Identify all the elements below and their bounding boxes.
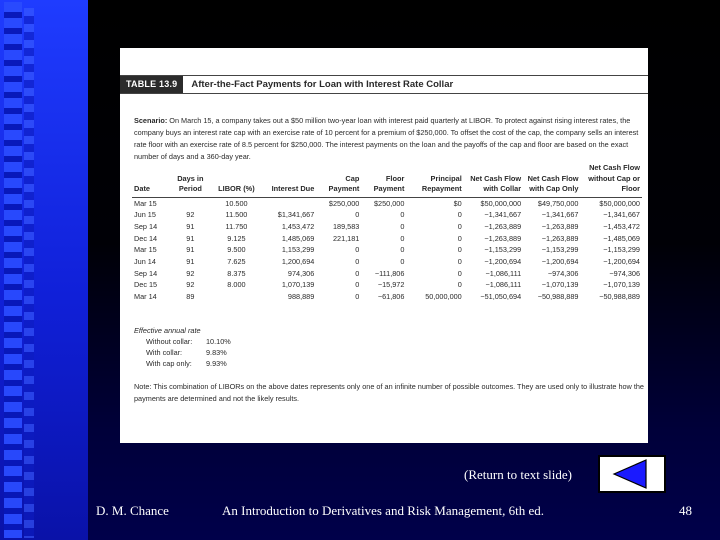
table-cell: 221,181 bbox=[332, 233, 360, 243]
effective-rate-row bbox=[146, 358, 231, 369]
table-cell: Mar 15 bbox=[134, 245, 157, 255]
col-header-date: Date bbox=[132, 163, 171, 197]
table-cell: −1,200,694 bbox=[541, 257, 579, 267]
table-body bbox=[132, 197, 642, 303]
table-cell: 0 bbox=[457, 257, 462, 267]
table-row bbox=[132, 291, 642, 303]
footer-author: D. M. Chance bbox=[96, 503, 169, 518]
return-button[interactable] bbox=[598, 455, 666, 493]
table-row bbox=[132, 209, 642, 221]
table-cell: −1,070,139 bbox=[603, 280, 640, 290]
table-cell: $50,000,000 bbox=[599, 198, 640, 208]
table-cell: 0 bbox=[457, 210, 462, 220]
table-cell: 9.500 bbox=[227, 245, 246, 255]
table-cell: 8.000 bbox=[227, 280, 246, 290]
col-header-collar: Net Cash Flow with Collar bbox=[464, 163, 523, 197]
table-cell: −61,806 bbox=[377, 292, 405, 302]
table-cell: 8.375 bbox=[227, 268, 246, 278]
table-cell: −1,341,667 bbox=[541, 210, 579, 220]
table-cell: $1,341,667 bbox=[277, 210, 315, 220]
effective-rate-value: 10.10% bbox=[206, 337, 231, 346]
table-cell: Jun 14 bbox=[134, 257, 156, 267]
table-cell: 0 bbox=[400, 210, 405, 220]
effective-rate-row bbox=[146, 347, 231, 358]
table-cell: 1,153,299 bbox=[281, 245, 315, 255]
effective-rates bbox=[134, 325, 231, 369]
table-row bbox=[132, 244, 642, 256]
table-row bbox=[132, 233, 642, 245]
table-cell: −1,070,139 bbox=[541, 280, 579, 290]
scenario-text bbox=[134, 115, 644, 163]
table-cell: 0 bbox=[355, 292, 360, 302]
table-cell: 1,485,069 bbox=[281, 233, 315, 243]
left-triangle-icon bbox=[600, 457, 664, 491]
table-cell: −15,972 bbox=[377, 280, 405, 290]
footer-page-number: 48 bbox=[679, 503, 692, 518]
table-cell: 974,306 bbox=[287, 268, 315, 278]
table-cell: −1,086,111 bbox=[485, 280, 522, 290]
table-row bbox=[132, 256, 642, 268]
table-cell: 0 bbox=[400, 245, 405, 255]
col-header-cap-only: Net Cash Flow with Cap Only bbox=[523, 163, 580, 197]
table-cell: −1,485,069 bbox=[603, 233, 640, 243]
table-number: TABLE 13.9 bbox=[120, 76, 183, 93]
table-cell: 91 bbox=[186, 257, 195, 267]
table-cell: −1,341,667 bbox=[603, 210, 640, 220]
table-cell: −974,306 bbox=[547, 268, 579, 278]
col-header-no-cap: Net Cash Flow without Cap or Floor bbox=[580, 163, 642, 197]
effective-rate-label: With cap only: bbox=[146, 359, 192, 368]
table-cell: −1,263,889 bbox=[484, 221, 522, 231]
table-cell: Mar 15 bbox=[134, 198, 157, 208]
col-header-cap: Cap Payment bbox=[316, 163, 361, 197]
table-cell: 189,583 bbox=[332, 221, 360, 231]
effective-rate-row bbox=[146, 336, 231, 347]
table-cell: 0 bbox=[400, 257, 405, 267]
table-image bbox=[120, 48, 648, 443]
table-cell: 0 bbox=[400, 233, 405, 243]
table-cell: $50,000,000 bbox=[480, 198, 522, 208]
table-cell: 92 bbox=[186, 210, 195, 220]
table-cell: 0 bbox=[355, 245, 360, 255]
col-header-floor: Floor Payment bbox=[361, 163, 406, 197]
effective-rate-value: 9.93% bbox=[206, 359, 227, 368]
table-header-row bbox=[132, 163, 642, 197]
table-cell: 92 bbox=[186, 268, 195, 278]
table-cell: 0 bbox=[355, 268, 360, 278]
table-cell: 1,200,694 bbox=[281, 257, 315, 267]
table-cell: 1,070,139 bbox=[281, 280, 315, 290]
table-cell: −1,263,889 bbox=[541, 221, 579, 231]
table-cell: −50,988,889 bbox=[599, 292, 640, 302]
scenario-label: Scenario: bbox=[134, 116, 168, 125]
return-link-text[interactable]: (Return to text slide) bbox=[464, 467, 572, 482]
table-cell: 1,453,472 bbox=[281, 221, 315, 231]
table-row bbox=[132, 279, 642, 291]
payments-table bbox=[132, 163, 642, 303]
table-header-band bbox=[120, 75, 648, 94]
table-cell: Sep 14 bbox=[134, 221, 158, 231]
table-cell: $0 bbox=[453, 198, 462, 208]
col-header-principal: Principal Repayment bbox=[406, 163, 463, 197]
table-cell: −1,453,472 bbox=[603, 221, 640, 231]
table-cell: Mar 14 bbox=[134, 292, 157, 302]
table-cell: 0 bbox=[457, 280, 462, 290]
table-cell: 0 bbox=[355, 257, 360, 267]
table-cell: −1,263,889 bbox=[541, 233, 579, 243]
table-row bbox=[132, 268, 642, 280]
table-cell: 0 bbox=[457, 233, 462, 243]
table-cell: $250,000 bbox=[328, 198, 360, 208]
table-cell bbox=[171, 197, 210, 209]
table-row bbox=[132, 197, 642, 209]
table-title: After-the-Fact Payments for Loan with Interest Rate Collar bbox=[191, 79, 454, 90]
effective-rate-label: Without collar: bbox=[146, 337, 193, 346]
effective-rates-heading: Effective annual rate bbox=[134, 326, 201, 335]
table-cell: 91 bbox=[186, 221, 195, 231]
left-square-pattern-inner bbox=[24, 8, 34, 538]
table-cell: −1,153,299 bbox=[484, 245, 522, 255]
table-cell: Jun 15 bbox=[134, 210, 156, 220]
left-square-pattern bbox=[4, 2, 22, 538]
table-cell: −1,153,299 bbox=[603, 245, 640, 255]
table-cell: 91 bbox=[186, 245, 195, 255]
table-cell: 0 bbox=[400, 221, 405, 231]
col-header-days: Days in Period bbox=[171, 163, 210, 197]
table-cell: $49,750,000 bbox=[537, 198, 579, 208]
table-cell: −1,200,694 bbox=[484, 257, 522, 267]
table-cell: 0 bbox=[457, 221, 462, 231]
effective-rate-label: With collar: bbox=[146, 348, 183, 357]
col-header-interest: Interest Due bbox=[263, 163, 316, 197]
table-cell: −50,988,889 bbox=[537, 292, 579, 302]
table-cell: 50,000,000 bbox=[425, 292, 462, 302]
table-cell: 0 bbox=[355, 280, 360, 290]
table-cell: 92 bbox=[186, 280, 195, 290]
col-header-libor: LIBOR (%) bbox=[210, 163, 263, 197]
table-cell bbox=[210, 291, 263, 303]
table-cell: Dec 15 bbox=[134, 280, 158, 290]
table-cell: 9.125 bbox=[227, 233, 246, 243]
table-cell: 0 bbox=[457, 268, 462, 278]
table-cell: 91 bbox=[186, 233, 195, 243]
table-cell: −1,341,667 bbox=[484, 210, 522, 220]
table-cell: Sep 14 bbox=[134, 268, 158, 278]
table-cell: −1,200,694 bbox=[603, 257, 640, 267]
table-cell: −1,263,889 bbox=[484, 233, 522, 243]
table-cell: $250,000 bbox=[373, 198, 405, 208]
table-note: Note: This combination of LIBORs on the above dates represents only one of an infinite number of possible outcomes. They are used only to illustrate how the payments are determined and not the likely results. bbox=[134, 382, 644, 403]
table-cell: 988,889 bbox=[287, 292, 315, 302]
table-cell: −111,806 bbox=[374, 268, 405, 278]
table-cell: 11.750 bbox=[225, 221, 248, 231]
table-cell bbox=[263, 197, 316, 209]
footer-book-title: An Introduction to Derivatives and Risk Management, 6th ed. bbox=[222, 503, 545, 518]
table-cell: −51,050,694 bbox=[480, 292, 522, 302]
table-cell: Dec 14 bbox=[134, 233, 158, 243]
table-cell: 89 bbox=[186, 292, 195, 302]
table-cell: 10.500 bbox=[225, 198, 248, 208]
scenario-body: On March 15, a company takes out a $50 million two-year loan with interest paid quarterly at LIBOR. To protect against rising interest rates, the company buys an interest rate cap with an exercise rate of 10 percent for a premium of $250,000. To offset the cost of the cap, the company sells an interest rate floor with an exercise rate of 8.5 percent for $250,000. The interest payments on the loan and the payoffs of the cap and floor are based on the exact number of days and a 360-day year. bbox=[134, 116, 639, 161]
table-cell: 0 bbox=[355, 210, 360, 220]
table-cell: 11.500 bbox=[225, 210, 248, 220]
table-cell: −1,086,111 bbox=[485, 268, 522, 278]
table-cell: −974,306 bbox=[609, 268, 640, 278]
table-row bbox=[132, 221, 642, 233]
table-cell: 7.625 bbox=[227, 257, 246, 267]
effective-rate-value: 9.83% bbox=[206, 348, 227, 357]
table-cell: −1,153,299 bbox=[541, 245, 579, 255]
table-cell: 0 bbox=[457, 245, 462, 255]
